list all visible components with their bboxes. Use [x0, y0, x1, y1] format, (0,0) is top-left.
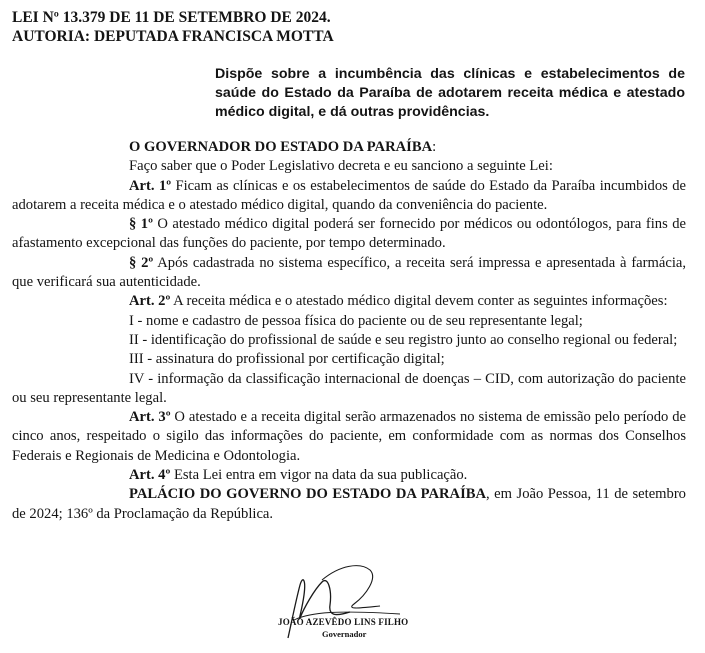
art1-p2-text: Após cadastrada no sistema específico, a receita será impressa e apresentada à farmácia, que verificará sua autenticidade.	[12, 254, 687, 291]
art4-label: Art. 4º	[129, 467, 171, 484]
art1-p1-text: O atestado médico digital poderá ser fornecido por médicos ou odontólogos, para fins de afastamento excepcional das funções do paciente, por tempo determinado.	[12, 216, 686, 252]
governor-heading: O GOVERNADOR DO ESTADO DA PARAÍBA	[129, 139, 433, 155]
art1-label: Art. 1º	[129, 177, 172, 194]
art1-paragraph	[12, 177, 686, 216]
law-body	[12, 138, 686, 524]
art4-paragraph	[12, 466, 686, 485]
palace-name: PALÁCIO DO GOVERNO DO ESTADO DA PARAÍBA	[129, 486, 487, 503]
signature-block	[270, 560, 440, 640]
closing-text: , em João Pessoa, 11 de setembro de 2024; 136º da Proclamação da República.	[12, 486, 686, 522]
document-header	[12, 8, 334, 46]
art1-p2-paragraph	[12, 254, 686, 293]
authorship-line: AUTORIA: DEPUTADA FRANCISCA MOTTA	[12, 28, 334, 45]
art2-text: A receita médica e o atestado médico digital devem conter as seguintes informações:	[170, 293, 668, 310]
ementa-summary: Dispõe sobre a incumbência das clínicas e estabelecimentos de saúde do Estado da Paraíba de adotarem receita médica e atestado médico digital, e dá outras providências.	[215, 66, 685, 120]
governor-heading-colon: :	[432, 139, 437, 155]
handwritten-signature	[270, 560, 440, 640]
art1-p2-label: § 2º	[129, 254, 154, 271]
art2-paragraph	[12, 292, 686, 311]
art1-text: Ficam as clínicas e os estabelecimentos de saúde do Estado da Paraíba incumbidos de adotarem a receita médica e o atestado médico digital, quando da conveniência do paciente.	[12, 177, 686, 213]
art2-label: Art. 2º	[129, 293, 171, 310]
art4-text: Esta Lei entra em vigor na data da sua publicação.	[170, 467, 468, 484]
closing-paragraph	[12, 485, 686, 524]
law-title: LEI Nº 13.379 DE 11 DE SETEMBRO DE 2024.	[12, 9, 331, 26]
item-iv: IV - informação da classificação internacional de doenças – CID, com autorização do paciente ou seu representante legal.	[12, 370, 686, 406]
art3-text: O atestado e a receita digital serão armazenados no sistema de emissão pelo período de cinco anos, respeitado o sigilo das informações do paciente, em conformidade com as normas dos Conselhos Federais e Regionais de Medicina e Odontologia.	[12, 409, 686, 464]
governor-heading-paragraph	[12, 138, 686, 157]
art3-label: Art. 3º	[129, 409, 171, 426]
item-iii: III - assinatura do profissional por certificação digital;	[129, 351, 445, 368]
intro-paragraph: Faço saber que o Poder Legislativo decreta e eu sanciono a seguinte Lei:	[129, 158, 553, 175]
signatory-role: Governador	[322, 629, 367, 639]
art1-p1-paragraph	[12, 215, 686, 254]
signatory-name: JOÃO AZEVÊDO LINS FILHO	[278, 617, 409, 627]
art1-p1-label: § 1º	[129, 216, 153, 233]
art3-paragraph	[12, 408, 686, 466]
item-ii: II - identificação do profissional de saúde e seu registro junto ao conselho regional ou federal;	[129, 331, 678, 348]
item-i: I - nome e cadastro de pessoa física do paciente ou de seu representante legal;	[129, 312, 583, 329]
